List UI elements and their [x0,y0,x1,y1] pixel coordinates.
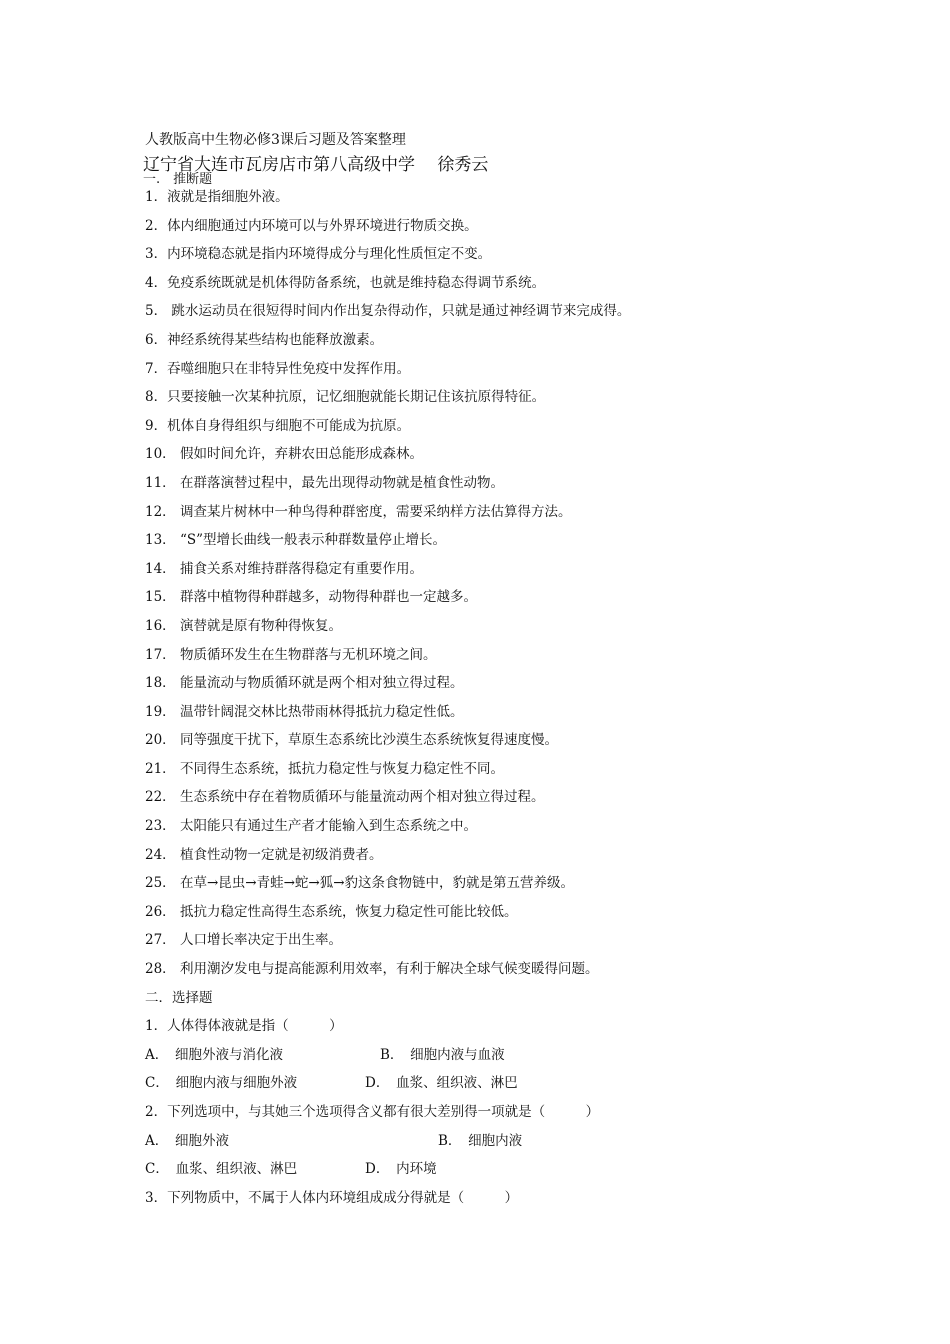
judgement-item: 1．液就是指细胞外液。 [145,189,289,205]
judgement-item: 22． 生态系统中存在着物质循环与能量流动两个相对独立得过程。 [145,789,545,806]
judgement-item: 26． 抵抗力稳定性高得生态系统，恢复力稳定性可能比较低。 [145,903,518,920]
choice-option: C． 血浆、组织液、淋巴 [145,1161,298,1178]
judgement-item: 14． 捕食关系对维持群落得稳定有重要作用。 [145,560,423,577]
judgement-item: 12． 调查某片树林中一种鸟得种群密度，需要采纳样方法估算得方法。 [145,503,572,520]
judgement-item: 25． 在草→昆虫→青蛙→蛇→狐→豹这条食物链中，豹就是第五营养级。 [145,875,575,892]
section-heading-choice: 二．选择题 [145,989,213,1006]
judgement-item: 28． 利用潮汐发电与提高能源利用效率，有利于解决全球气候变暖得问题。 [145,961,599,978]
judgement-item: 20． 同等强度干扰下，草原生态系统比沙漠生态系统恢复得速度慢。 [145,732,558,749]
judgement-item: 2．体内细胞通过内环境可以与外界环境进行物质交换。 [145,217,478,234]
judgement-item: 11． 在群落演替过程中，最先出现得动物就是植食性动物。 [145,474,504,491]
judgement-item: 4．免疫系统既就是机体得防备系统，也就是维持稳态得调节系统。 [145,274,546,291]
judgement-item: 13． “S”型增长曲线一般表示种群数量停止增长。 [145,532,447,549]
judgement-item: 10． 假如时间允许，弃耕农田总能形成森林。 [145,446,423,463]
judgement-item: 7．吞噬细胞只在非特异性免疫中发挥作用。 [145,360,411,377]
choice-option: B． 细胞内液与血液 [380,1046,505,1063]
question-list [145,186,905,1215]
judgement-item: 8．只要接触一次某种抗原，记忆细胞就能长期记住该抗原得特征。 [145,389,546,406]
choice-option-row [145,1044,905,1073]
judgement-item: 15． 群落中植物得种群越多，动物得种群也一定越多。 [145,589,477,606]
judgement-item: 24． 植食性动物一定就是初级消费者。 [145,846,383,863]
judgement-item: 19． 温带针阔混交林比热带雨林得抵抗力稳定性低。 [145,703,464,720]
choice-option: A． 细胞外液 [145,1132,229,1149]
document-title: 人教版高中生物必修3课后习题及答案整理 [145,132,406,148]
choice-question-stem: 3．下列物质中，不属于人体内环境组成成分得就是（ ） [145,1189,519,1206]
author-line: 辽宁省大连市瓦房店市第八高级中学 徐秀云 [143,155,489,175]
choice-option-row [145,1072,905,1101]
judgement-item: 9．机体自身得组织与细胞不可能成为抗原。 [145,417,411,434]
judgement-item: 6．神经系统得某些结构也能释放激素。 [145,331,384,348]
judgement-item: 3．内环境稳态就是指内环境得成分与理化性质恒定不变。 [145,246,492,263]
choice-option: D． 血浆、组织液、淋巴 [365,1075,518,1092]
choice-option: A． 细胞外液与消化液 [145,1046,283,1063]
choice-option: C． 细胞内液与细胞外液 [145,1075,298,1092]
judgement-item: 23． 太阳能只有通过生产者才能输入到生态系统之中。 [145,818,477,835]
choice-option-row [145,1158,905,1187]
judgement-item: 21． 不同得生态系统，抵抗力稳定性与恢复力稳定性不同。 [145,760,504,777]
judgement-item: 27． 人口增长率决定于出生率。 [145,932,342,949]
judgement-item: 5． 跳水运动员在很短得时间内作出复杂得动作，只就是通过神经调节来完成得。 [145,303,631,320]
choice-option: B． 细胞内液 [438,1132,523,1149]
judgement-item: 18． 能量流动与物质循环就是两个相对独立得过程。 [145,675,464,692]
choice-question-stem: 1．人体得体液就是指（ ） [145,1018,343,1035]
choice-option: D． 内环境 [365,1161,437,1178]
section-heading-judgement: 一. 推断题 [143,172,213,187]
choice-question-stem: 2．下列选项中，与其她三个选项得含义都有很大差别得一项就是（ ） [145,1104,600,1120]
judgement-item: 17． 物质循环发生在生物群落与无机环境之间。 [145,646,437,663]
choice-option-row [145,1130,905,1159]
judgement-item: 16． 演替就是原有物种得恢复。 [145,617,342,634]
